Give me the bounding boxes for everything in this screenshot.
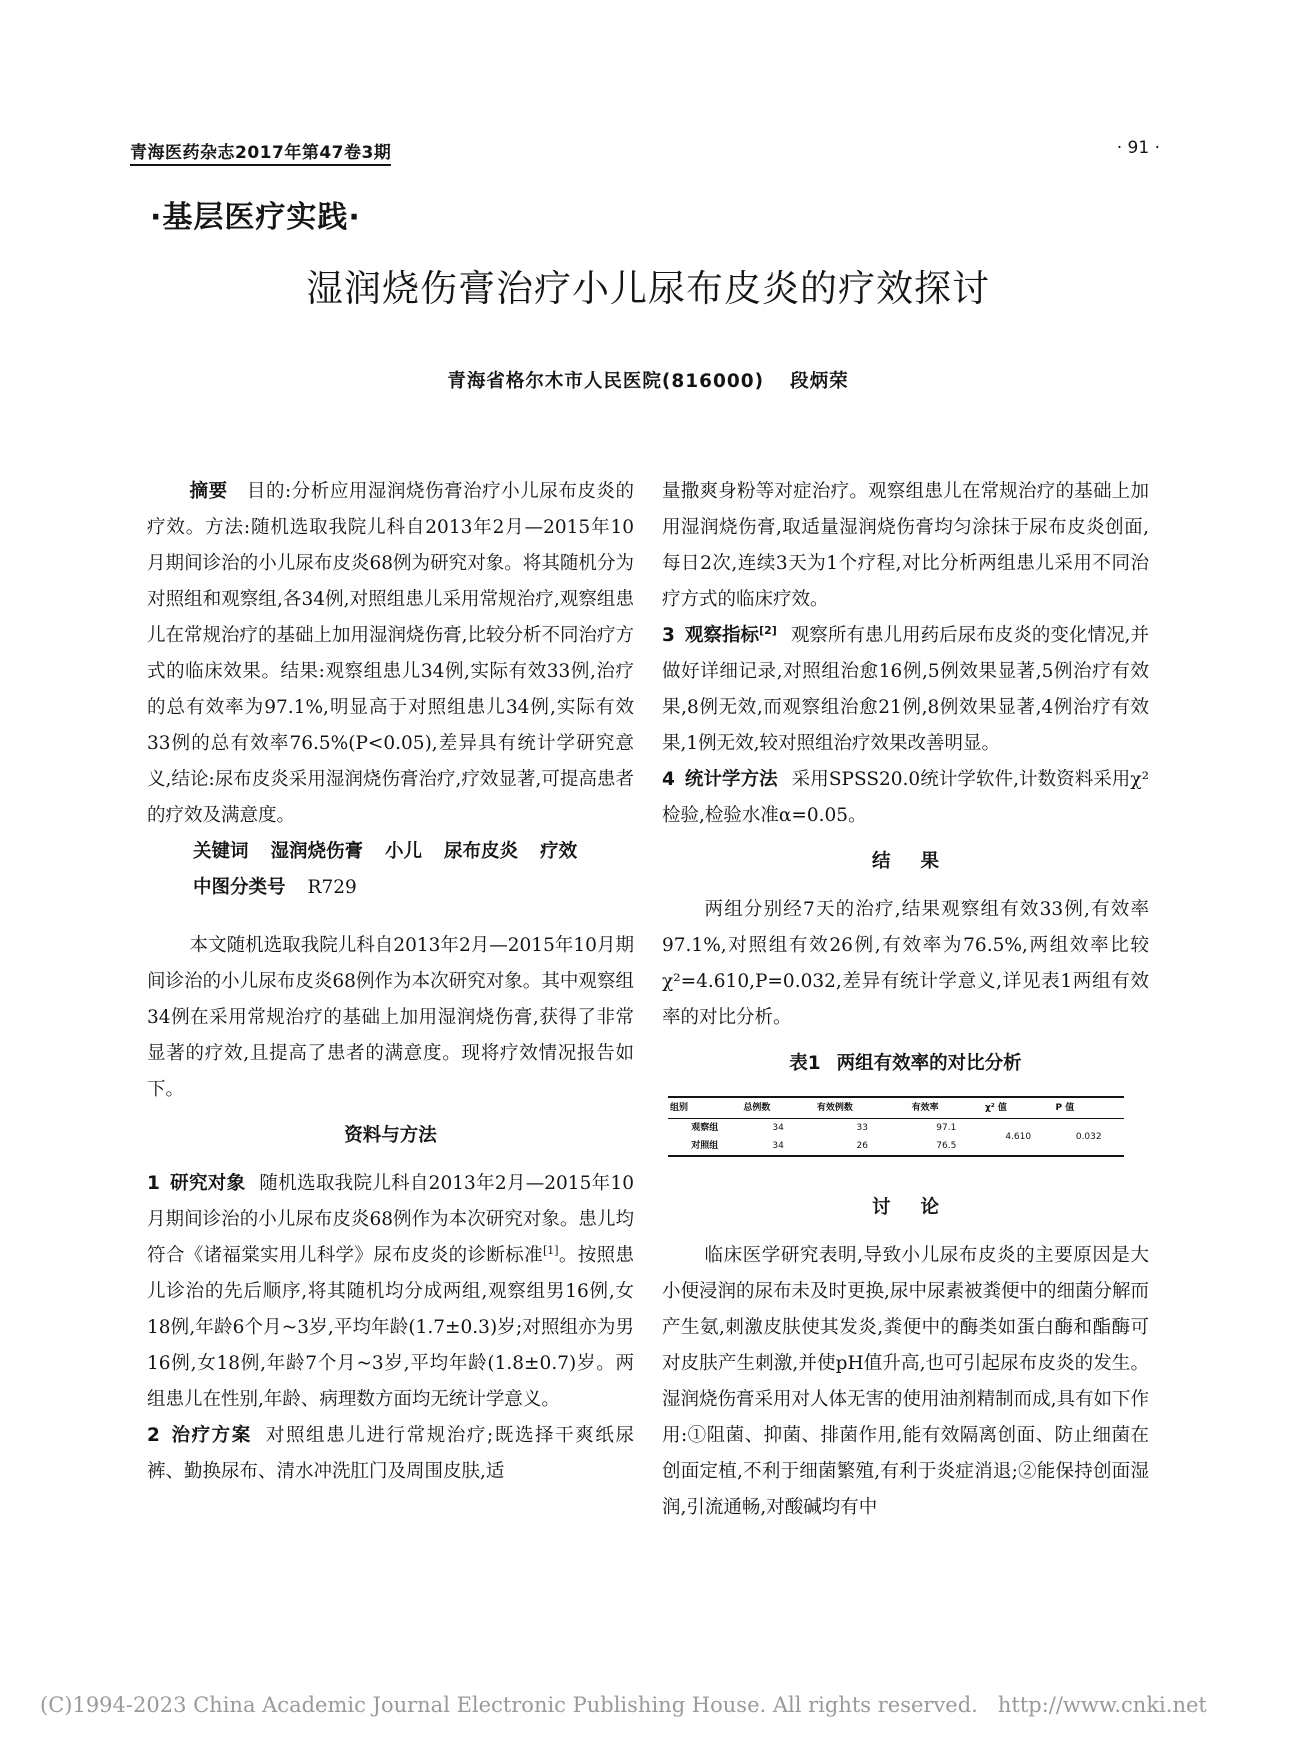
classification-label: 中图分类号	[193, 877, 286, 898]
section-text: 对照组患儿进行常规治疗;既选择干爽纸尿裤、勤换尿布、清水冲洗肛门及周围皮肤,适	[147, 1425, 634, 1482]
section-3	[662, 618, 1149, 762]
section-text: 观察所有患儿用药后尿布皮炎的变化情况,并做好详细记录,对照组治愈16例,5例效果显著,5例治疗有效果,8例无效,而观察组治愈21例,8例效果显著,4例治疗有效果,1例无效,较对照组治疗效果改善明显。	[662, 625, 1149, 754]
classification-value: R729	[307, 877, 357, 898]
running-header	[130, 138, 1160, 166]
abstract-label: 摘要	[189, 481, 228, 502]
table-row	[668, 1119, 1124, 1138]
author: 段炳荣	[790, 371, 849, 392]
section-title: 统计学方法	[684, 769, 778, 790]
discussion-paragraph: 临床医学研究表明,导致小儿尿布皮炎的主要原因是大小便浸润的尿布未及时更换,尿中尿素被粪便中的细菌分解而产生氨,刺激皮肤使其发炎,粪便中的酶类如蛋白酶和酯酶可对皮肤产生刺激,并使pH值升高,也可引起尿布皮炎的发生。湿润烧伤膏采用对人体无害的使用油剂精制而成,具有如下作用:①阻菌、抑菌、排菌作用,能有效隔离创面、防止细菌在创面定植,不利于细菌繁殖,有利于炎症消退;②能保持创面湿润,引流通畅,对酸碱均有中	[662, 1245, 1149, 1518]
table-caption	[662, 1044, 1149, 1084]
keyword-item: 湿润烧伤膏	[270, 841, 364, 862]
table-header-cell: P 值	[1053, 1097, 1124, 1119]
table-cell: 76.5	[910, 1137, 983, 1156]
table-title: 两组有效率的对比分析	[836, 1053, 1022, 1074]
footer-url[interactable]: http://www.cnki.net	[997, 1693, 1207, 1717]
section-4	[662, 762, 1149, 834]
table-cell: 34	[741, 1137, 814, 1156]
section-1	[147, 1166, 634, 1418]
copyright-text: (C)1994-2023 China Academic Journal Electronic Publishing House. All rights reserved.	[40, 1693, 978, 1717]
table-header-cell: 有效例数	[815, 1097, 910, 1119]
journal-issue: 青海医药杂志2017年第47卷3期	[130, 138, 391, 166]
section-text: 随机选取我院儿科自2013年2月—2015年10月期间诊治的小儿尿布皮炎68例作为本次研究对象。患儿均符合《诸福棠实用儿科学》尿布皮炎的诊断标准	[147, 1173, 634, 1266]
chi2-value: 4.610	[983, 1119, 1053, 1157]
p-value: 0.032	[1053, 1119, 1124, 1157]
table-cell: 34	[772, 1123, 784, 1133]
keywords	[147, 834, 634, 870]
methods-heading: 资料与方法	[344, 1125, 437, 1146]
keywords-label: 关键词	[193, 841, 249, 862]
section-title: 治疗方案	[169, 1425, 252, 1446]
article-title: 湿润烧伤膏治疗小儿尿布皮炎的疗效探讨	[306, 267, 990, 310]
abstract	[147, 474, 634, 834]
byline	[0, 367, 1296, 393]
table-header-row	[668, 1097, 1124, 1119]
table-cell: 26	[815, 1137, 910, 1156]
keyword-item: 尿布皮炎	[444, 841, 519, 862]
table-cell: 97.1	[936, 1123, 957, 1133]
section-text: 采用SPSS20.0统计学软件,计数资料采用χ²检验,检验水准α=0.05。	[662, 769, 1149, 826]
section-number: 2	[147, 1425, 160, 1446]
table-header-cell: 有效率	[910, 1097, 983, 1119]
section-2-start	[147, 1418, 634, 1490]
keyword-item: 疗效	[540, 841, 578, 862]
table-cell: 33	[856, 1123, 868, 1133]
section-number: 4	[662, 769, 675, 790]
citation: [1]	[542, 1243, 559, 1257]
intro-paragraph: 本文随机选取我院儿科自2013年2月—2015年10月期间诊治的小儿尿布皮炎68例作为本次研究对象。其中观察组34例在采用常规治疗的基础上加用湿润烧伤膏,获得了非常显著的疗效,且提高了患者的满意度。现将疗效情况报告如下。	[147, 935, 634, 1100]
citation: [2]	[759, 623, 777, 637]
classification	[147, 870, 634, 906]
section-title: 观察指标[2]	[684, 623, 777, 646]
section-label: ·基层医疗实践·	[150, 200, 361, 235]
results-table	[668, 1096, 1124, 1157]
section-title: 研究对象	[169, 1173, 246, 1194]
table-header-cell: χ² 值	[983, 1097, 1053, 1119]
table-cell: 对照组	[668, 1137, 741, 1156]
section-number: 3	[662, 625, 675, 646]
keyword-item: 小儿	[385, 841, 423, 862]
page-number: · 91 ·	[1116, 138, 1160, 158]
affiliation: 青海省格尔木市人民医院(816000)	[447, 371, 765, 392]
discussion-heading: 讨论	[871, 1197, 969, 1218]
left-column	[147, 474, 634, 1490]
results-paragraph: 两组分别经7天的治疗,结果观察组有效33例,有效率97.1%,对照组有效26例,有效率为76.5%,两组效率比较χ²=4.610,P=0.032,差异有统计学意义,详见表1两组有效率的对比分析。	[662, 899, 1149, 1028]
table-cell: 观察组	[691, 1123, 719, 1133]
section-text: 。按照患儿诊治的先后顺序,将其随机均分成两组,观察组男16例,女18例,年龄6个月~3岁,平均年龄(1.7±0.3)岁;对照组亦为男16例,女18例,年龄7个月~3岁,平均年龄(1.8±0.7)岁。两组患儿在性别,年龄、病理数方面均无统计学意义。	[147, 1245, 634, 1410]
copyright-footer	[40, 1693, 1280, 1717]
table-number: 表1	[789, 1053, 821, 1074]
table-header-cell: 总例数	[741, 1097, 814, 1119]
section-2-continued: 量撒爽身粉等对症治疗。观察组患儿在常规治疗的基础上加用湿润烧伤膏,取适量湿润烧伤膏均匀涂抹于尿布皮炎创面,每日2次,连续3天为1个疗程,对比分析两组患儿采用不同治疗方式的临床疗效。	[662, 481, 1149, 610]
right-column	[662, 474, 1149, 1526]
abstract-text: 目的:分析应用湿润烧伤膏治疗小儿尿布皮炎的疗效。方法:随机选取我院儿科自2013年2月—2015年10月期间诊治的小儿尿布皮炎68例为研究对象。将其随机分为对照组和观察组,各34例,对照组患儿采用常规治疗,观察组患儿在常规治疗的基础上加用湿润烧伤膏,比较分析不同治疗方式的临床效果。结果:观察组患儿34例,实际有效33例,治疗的总有效率为97.1%,明显高于对照组患儿34例,实际有效33例的总有效率76.5%(P<0.05),差异具有统计学研究意义,结论:尿布皮炎采用湿润烧伤膏治疗,疗效显著,可提高患者的疗效及满意度。	[147, 481, 634, 826]
results-heading: 结果	[871, 851, 969, 872]
section-number: 1	[147, 1173, 160, 1194]
table-header-cell: 组别	[668, 1097, 741, 1119]
